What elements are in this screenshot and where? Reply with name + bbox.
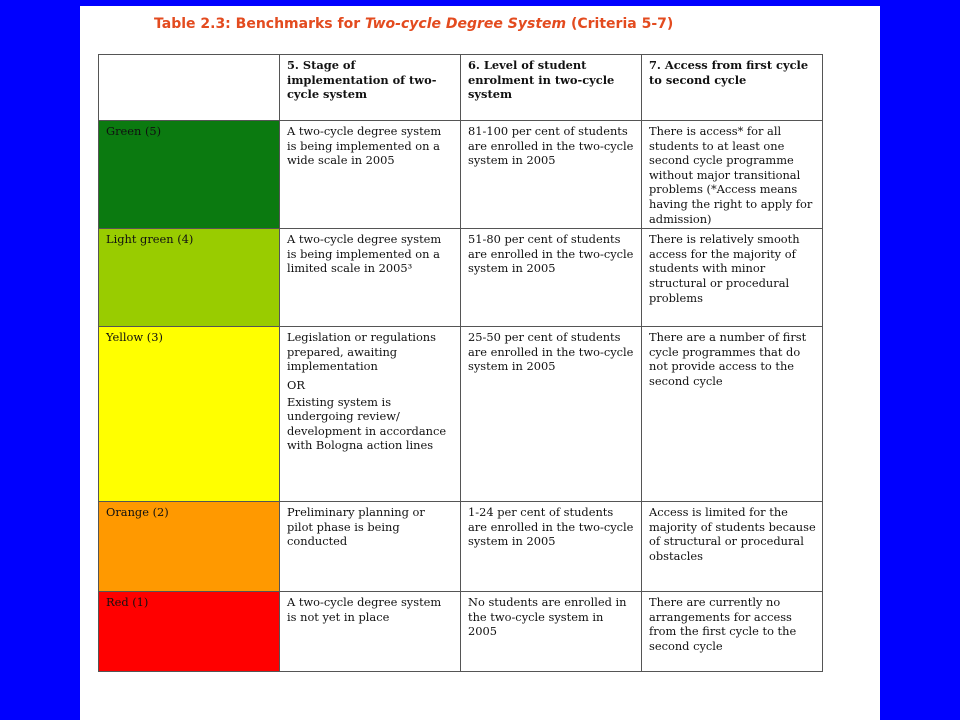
table-row (99, 121, 823, 229)
access-cell: There is access* for all students to at least one second cycle programme without major transitional problems (*Access means having the right to apply for admission) (642, 121, 823, 229)
access-cell: There are currently no arrangements for access from the first cycle to the second cycle (642, 592, 823, 672)
level-cell-light-green (99, 229, 280, 327)
enrolment-cell: 81-100 per cent of students are enrolled in the two-cycle system in 2005 (461, 121, 642, 229)
enrolment-cell: 25-50 per cent of students are enrolled in the two-cycle system in 2005 (461, 327, 642, 502)
level-label: Red (1) (106, 595, 149, 610)
header-cell-stage: 5. Stage of implementation of two-cycle system (280, 55, 461, 121)
benchmarks-table (98, 54, 823, 672)
stage-cell: A two-cycle degree system is being implemented on a wide scale in 2005 (280, 121, 461, 229)
level-cell-yellow (99, 327, 280, 502)
access-cell: There are a number of first cycle programmes that do not provide access to the second cycle (642, 327, 823, 502)
level-label: Green (5) (106, 124, 162, 138)
level-label: Light green (4) (106, 232, 194, 247)
level-label: Orange (2) (106, 505, 169, 520)
stage-cell: A two-cycle degree system is not yet in place (280, 592, 461, 672)
title-italic: Two-cycle Degree System (365, 16, 567, 32)
stage-cell: A two-cycle degree system is being implemented on a limited scale in 2005³ (280, 229, 461, 327)
stage-alt-text: Existing system is undergoing review/ development in accordance with Bologna action lines (287, 394, 447, 453)
title-prefix: Table 2.3: Benchmarks for (154, 16, 365, 32)
table-row (99, 592, 823, 672)
header-cell-blank (99, 55, 280, 121)
header-row (99, 55, 823, 121)
title-suffix: (Criteria 5-7) (566, 16, 674, 32)
stage-cell (280, 327, 461, 502)
enrolment-cell: 51-80 per cent of students are enrolled in the two-cycle system in 2005 (461, 229, 642, 327)
table-row (99, 229, 823, 327)
stage-or: OR (287, 377, 305, 392)
slide-page (80, 6, 880, 720)
table-row (99, 502, 823, 592)
level-cell-orange (99, 502, 280, 592)
enrolment-cell: No students are enrolled in the two-cycle system in 2005 (461, 592, 642, 672)
level-label: Yellow (3) (106, 330, 163, 345)
table-title (154, 16, 673, 32)
stage-cell: Preliminary planning or pilot phase is being conducted (280, 502, 461, 592)
stage-text: Legislation or regulations prepared, awaiting implementation (287, 330, 436, 374)
access-cell: Access is limited for the majority of students because of structural or procedural obstacles (642, 502, 823, 592)
enrolment-cell: 1-24 per cent of students are enrolled in the two-cycle system in 2005 (461, 502, 642, 592)
table-row (99, 327, 823, 502)
access-cell: There is relatively smooth access for the majority of students with minor structural or procedural problems (642, 229, 823, 327)
level-cell-red (99, 592, 280, 672)
header-cell-enrolment: 6. Level of student enrolment in two-cycle system (461, 55, 642, 121)
level-cell-green (99, 121, 280, 229)
header-cell-access: 7. Access from first cycle to second cycle (642, 55, 823, 121)
